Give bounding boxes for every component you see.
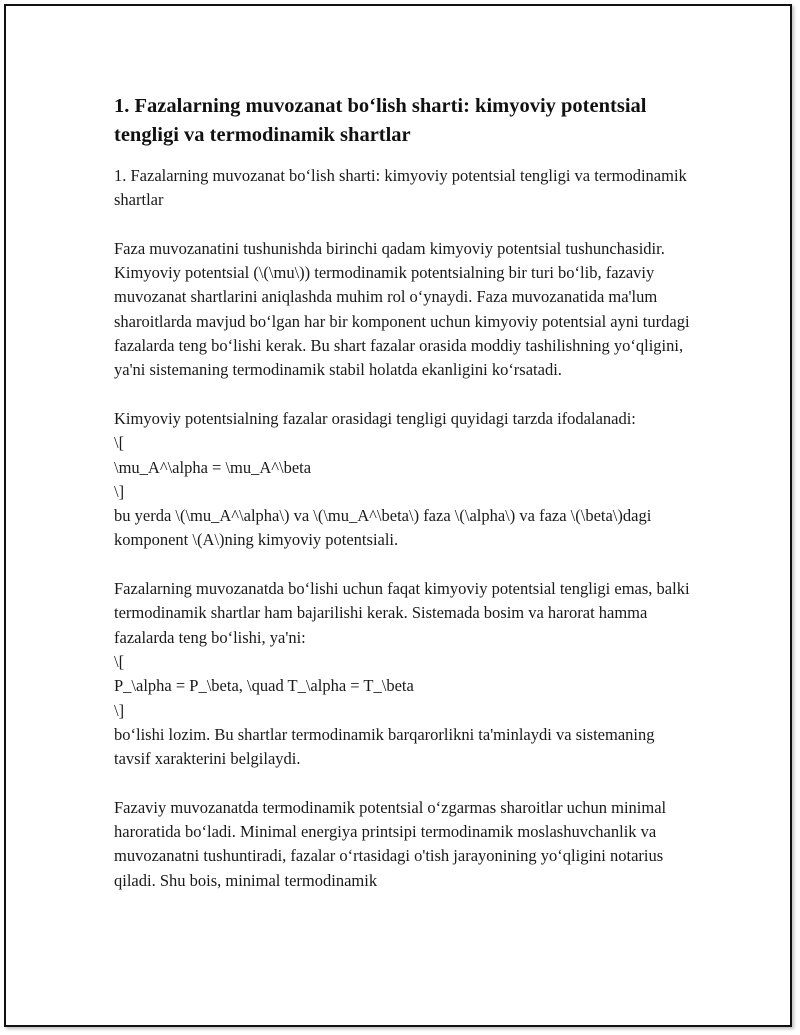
conditions-intro: Fazalarning muvozanatda bo‘lishi uchun faqat kimyoviy potentsial tengligi emas, balki termodinamik shartlar ham bajarilishi kerak. Sistemada bosim va harorat hamma fazalarda teng bo‘lishi, ya'ni: [114,579,690,647]
conditions-explanation: bo‘lishi lozim. Bu shartlar termodinamik barqarorlikni ta'minlaydi va sistemaning tavsif xarakterini belgilaydi. [114,724,655,769]
paragraph-equality [114,407,694,553]
document-body [114,92,694,893]
formula-pressure-temperature: P_\alpha = P_\beta, \quad T_\alpha = T_\beta [114,676,414,696]
equality-intro: Kimyoviy potentsialning fazalar orasidagi tengligi quyidagi tarzda ifodalanadi: [114,408,636,428]
formula-chemical-potential: \mu_A^\alpha = \mu_A^\beta [114,457,312,477]
paragraph-minimal-energy: Fazaviy muvozanatda termodinamik potentsial o‘zgarmas sharoitlar uchun minimal haroratida bo‘ladi. Minimal energiya printsipi termodinamik moslashuvchanlik va muvozanatni tushuntiradi, fazalar o‘rtasidagi o'tish jarayonining yo‘qligini notarius qiladi. Shu bois, minimal termodinamik [114,797,667,890]
formula-close-delimiter: \] [114,481,125,501]
paragraph-chemical-potential: Faza muvozanatini tushunishda birinchi qadam kimyoviy potentsial tushunchasidir. Kimyoviy potentsial (\(\mu\)) termodinamik potentsialning bir turi bo‘lib, fazaviy muvozanat shartlarini aniqlashda muhim rol o‘ynaydi. Faza muvozanatida ma'lum sharoitlarda mavjud bo‘lgan har bir komponent uchun kimyoviy potentsial ayni turdagi fazalarda teng bo‘lishi kerak. Bu shart fazalar orasida moddiy tashilishning yo‘qligini, ya'ni sistemaning termodinamik stabil holatda ekanligini ko‘rsatadi. [114,238,690,380]
paragraph-gap [114,771,694,795]
paragraph-gap [114,383,694,407]
section-heading-text: 1. Fazalarning muvozanat bo‘lish sharti: kimyoviy potentsial tengligi va termodinamik shartlar [114,166,687,210]
equality-explanation: bu yerda \(\mu_A^\alpha\) va \(\mu_A^\beta\) faza \(\alpha\) va faza \(\beta\)dagi komponent \(A\)ning kimyoviy potentsiali. [114,506,652,550]
formula-open-delimiter: \[ [114,651,125,671]
formula-open-delimiter: \[ [114,433,125,453]
paragraph-gap [114,553,694,577]
paragraph-gap [114,213,694,237]
formula-close-delimiter: \] [114,700,125,720]
document-title: 1. Fazalarning muvozanat bo‘lish sharti: kimyoviy potentsial tengligi va termodinamik shartlar [114,95,647,146]
paragraph-thermodynamic-conditions [114,577,694,771]
